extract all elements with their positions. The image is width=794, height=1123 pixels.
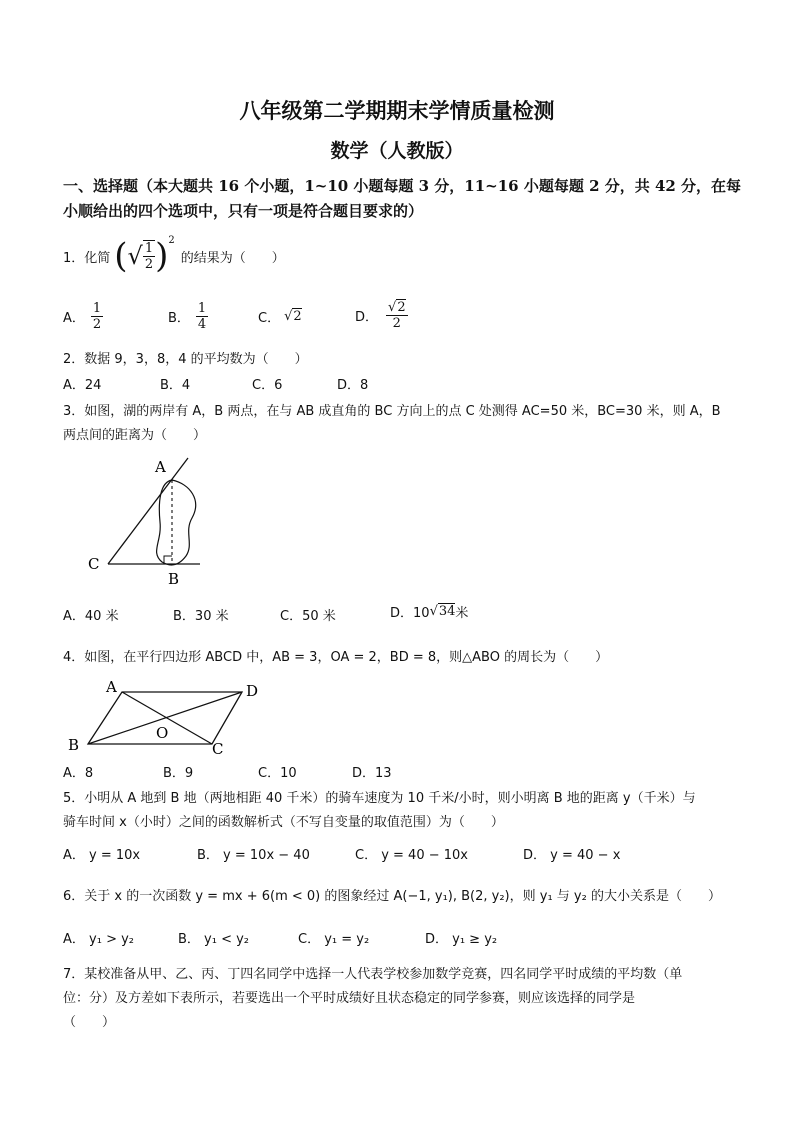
q2-option-b[interactable]: B．4	[160, 378, 191, 393]
question-7-line1: 7．某校准备从甲、乙、丙、丁四名同学中选择一人代表学校参加数学竞赛，四名同学平时成绩的平均数（单	[63, 967, 683, 982]
q3-option-a[interactable]: A．40 米	[63, 609, 119, 624]
q1-fraction	[143, 240, 155, 272]
q1-suffix: 的结果为（ ）	[180, 250, 285, 266]
q1-option-b[interactable]	[168, 298, 208, 334]
question-3-line2: 两点间的距离为（ ）	[63, 428, 207, 443]
question-4: 4．如图，在平行四边形 ABCD 中，AB = 3，OA = 2，BD = 8，则△ABO 的周长为（ ）	[63, 650, 609, 665]
q1-d-num: √2	[388, 299, 406, 315]
q3-option-c[interactable]: C．50 米	[280, 609, 336, 624]
q1-c-sqrt: √2	[284, 308, 302, 324]
q1-exponent: 2	[168, 234, 175, 246]
q1-d-radicand: 2	[397, 299, 406, 315]
section-heading-line1: 一、选择题（本大题共 16 个小题，1~10 小题每题 3 分，11~16 小题每题 2 分，共 42 分，在每	[63, 177, 742, 195]
q3-option-b[interactable]: B．30 米	[173, 609, 229, 624]
page-subtitle: 数学（人教版）	[330, 140, 464, 162]
q2-option-c[interactable]: C．6	[252, 378, 283, 393]
question-7-line2: 位：分）及方差如下表所示，若要选出一个平时成绩好且状态稳定的同学参赛，则应该选择的同学是	[63, 991, 636, 1006]
q4-parallelogram-figure	[62, 676, 272, 760]
sqrt-symbol: √	[127, 242, 143, 270]
question-6: 6．关于 x 的一次函数 y = mx + 6(m < 0) 的图象经过 A(−1, y₁), B(2, y₂)，则 y₁ 与 y₂ 的大小关系是（ ）	[63, 889, 721, 904]
question-5-line1: 5．小明从 A 地到 B 地（两地相距 40 千米）的骑车速度为 10 千米/小时，则小明离 B 地的距离 y（千米）与	[63, 791, 696, 806]
q6-option-a[interactable]: A． y₁ > y₂	[63, 932, 134, 947]
q1-option-d[interactable]	[355, 294, 408, 336]
q4-option-a[interactable]: A．8	[63, 766, 94, 781]
label-b: B	[168, 570, 180, 588]
label-a: A	[155, 458, 166, 476]
q1-expression	[114, 234, 175, 276]
q3-d-label: D．10	[390, 606, 430, 621]
q3-d-radicand: 34	[438, 604, 456, 619]
q1-a-num: 1	[92, 300, 102, 316]
q1-d-fraction	[386, 300, 408, 331]
q4-option-c[interactable]: C．10	[258, 766, 297, 781]
q1-b-den: 4	[197, 316, 207, 332]
q1-prefix: 1．化简	[63, 250, 111, 266]
section-heading-line2: 小顺给出的四个选项中，只有一项是符合题目要求的）	[63, 202, 424, 220]
page-title: 八年级第二学期期末学情质量检测	[239, 98, 555, 123]
label-c: C	[88, 555, 100, 573]
label-o: O	[156, 724, 169, 742]
q5-option-d[interactable]: D． y = 40 − x	[523, 848, 621, 863]
q2-option-d[interactable]: D．8	[337, 378, 369, 393]
label-b: B	[68, 736, 80, 754]
question-3-line1: 3．如图，湖的两岸有 A，B 两点，在与 AB 成直角的 BC 方向上的点 C 处测得 AC=50 米，BC=30 米，则 A，B	[63, 404, 721, 419]
q6-option-b[interactable]: B． y₁ < y₂	[178, 932, 250, 947]
q5-option-c[interactable]: C． y = 40 − 10x	[355, 848, 468, 863]
q1-d-label: D．	[355, 309, 379, 325]
q1-c-label: C．	[258, 310, 281, 326]
q1-option-a[interactable]	[63, 298, 103, 334]
question-1	[63, 236, 285, 276]
q1-option-c[interactable]	[258, 298, 302, 334]
q1-a-fraction	[91, 301, 103, 332]
left-paren: (	[114, 236, 128, 276]
right-paren: )	[155, 236, 169, 276]
q1-c-radicand: 2	[293, 308, 302, 324]
q3-d-unit: 米	[455, 606, 469, 621]
question-5-line2: 骑车时间 x（小时）之间的函数解析式（不写自变量的取值范围）为（ ）	[63, 815, 504, 830]
q1-b-fraction	[196, 301, 208, 332]
q4-option-b[interactable]: B．9	[163, 766, 194, 781]
label-d: D	[246, 682, 259, 700]
label-c: C	[212, 740, 224, 758]
question-7-line3: （ ）	[63, 1015, 116, 1030]
q1-frac-den: 2	[144, 257, 154, 272]
q1-frac-num: 1	[144, 241, 154, 256]
q6-option-c[interactable]: C． y₁ = y₂	[298, 932, 370, 947]
q1-d-den: 2	[392, 315, 401, 331]
question-2: 2．数据 9，3，8，4 的平均数为（ ）	[63, 352, 308, 367]
q1-b-num: 1	[197, 300, 207, 316]
q1-b-label: B．	[168, 310, 190, 326]
q3-lake-figure	[80, 452, 230, 592]
q3-option-d[interactable]	[390, 602, 468, 621]
line-ac	[108, 458, 188, 564]
label-a: A	[106, 678, 117, 696]
q4-option-d[interactable]: D．13	[352, 766, 392, 781]
q2-option-a[interactable]: A．24	[63, 378, 102, 393]
q5-option-b[interactable]: B． y = 10x − 40	[197, 848, 310, 863]
right-angle-mark	[164, 556, 172, 564]
q5-option-a[interactable]: A． y = 10x	[63, 848, 141, 863]
q1-a-label: A．	[63, 310, 85, 326]
q1-a-den: 2	[92, 316, 102, 332]
q3-d-sqrt: √34	[429, 604, 456, 619]
q6-option-d[interactable]: D． y₁ ≥ y₂	[425, 932, 498, 947]
